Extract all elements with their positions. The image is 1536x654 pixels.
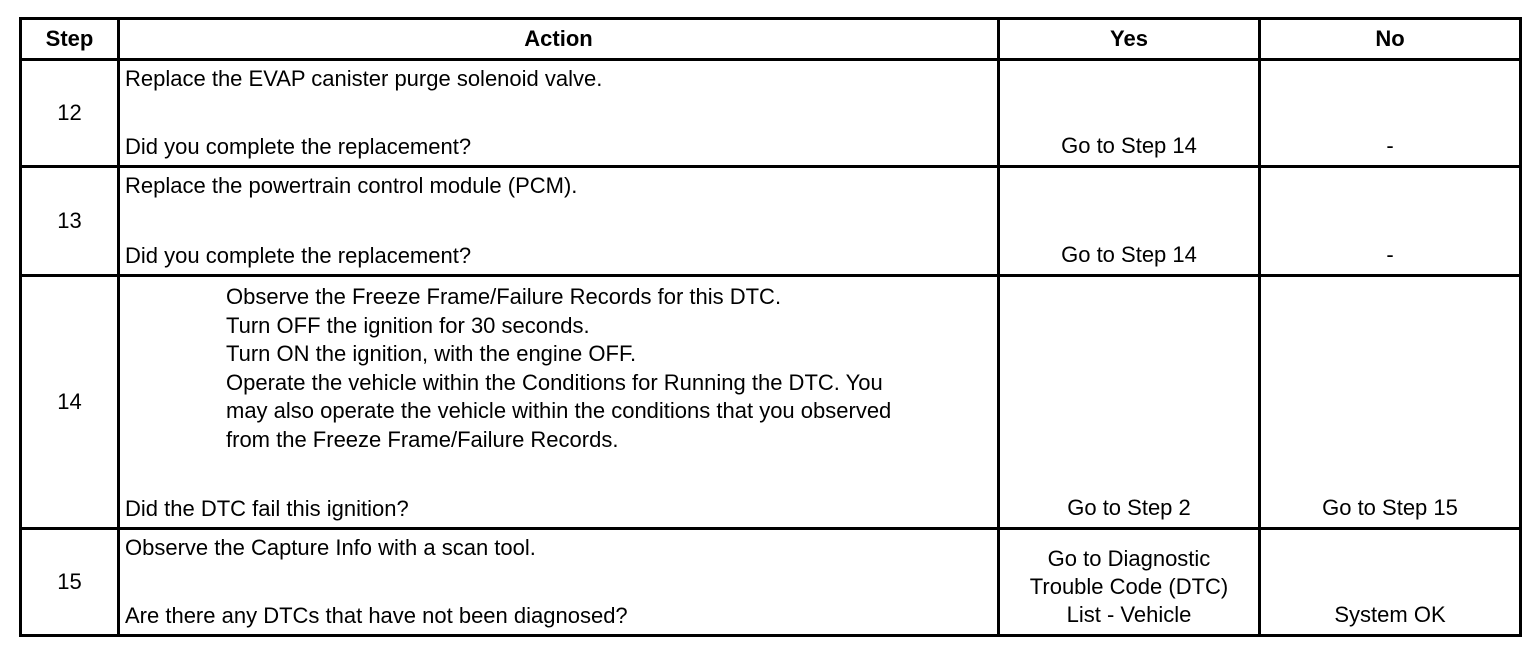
action-steps-list [226,283,989,455]
no-result: - [1386,133,1394,158]
list-item: Observe the Freeze Frame/Failure Records for this DTC. [226,284,782,309]
header-action: Action [119,19,999,60]
step-number: 12 [21,60,119,167]
table-row [21,529,1521,636]
action-question: Are there any DTCs that have not been diagnosed? [125,603,628,628]
table-row [21,60,1521,167]
list-item: from the Freeze Frame/Failure Records. [226,426,619,452]
header-row [21,19,1521,60]
header-no: No [1260,19,1521,60]
action-text: Observe the Capture Info with a scan tool. [125,535,536,560]
action-question: Did the DTC fail this ignition? [125,496,409,521]
yes-result-line: Go to Diagnostic [1047,546,1211,571]
action-cell [119,60,999,167]
no-cell [1260,276,1521,529]
action-cell [119,167,999,276]
header-step: Step [21,19,119,60]
yes-cell [999,529,1260,636]
step-number: 15 [21,529,119,636]
yes-cell [999,276,1260,529]
action-text: Replace the powertrain control module (PCM). [125,173,578,198]
list-item: Operate the vehicle within the Conditions for Running the DTC. You [226,369,883,395]
yes-result: Go to Step 14 [1061,133,1197,158]
no-result: System OK [1334,602,1446,627]
yes-result: Go to Step 14 [1061,242,1197,267]
list-item: Turn OFF the ignition for 30 seconds. [226,312,590,338]
step-number: 14 [21,276,119,529]
yes-result: Go to Step 2 [1067,495,1191,520]
yes-cell [999,167,1260,276]
no-result: - [1386,242,1394,267]
action-cell [119,529,999,636]
yes-result-line: List - Vehicle [1066,602,1192,627]
table-row [21,276,1521,529]
action-question: Did you complete the replacement? [125,134,472,159]
yes-cell [999,60,1260,167]
step-number: 13 [21,167,119,276]
list-item: may also operate the vehicle within the conditions that you observed [226,398,892,424]
no-cell [1260,60,1521,167]
yes-result [1000,545,1258,629]
action-text: Replace the EVAP canister purge solenoid valve. [125,66,603,91]
action-cell [119,276,999,529]
action-question: Did you complete the replacement? [125,243,472,268]
table-row [21,167,1521,276]
no-cell [1260,167,1521,276]
no-result: Go to Step 15 [1322,495,1458,520]
no-cell [1260,529,1521,636]
yes-result-line: Trouble Code (DTC) [1029,574,1229,599]
list-item: Turn ON the ignition, with the engine OFF. [226,341,637,367]
header-yes: Yes [999,19,1260,60]
diagnostic-table [19,17,1522,637]
